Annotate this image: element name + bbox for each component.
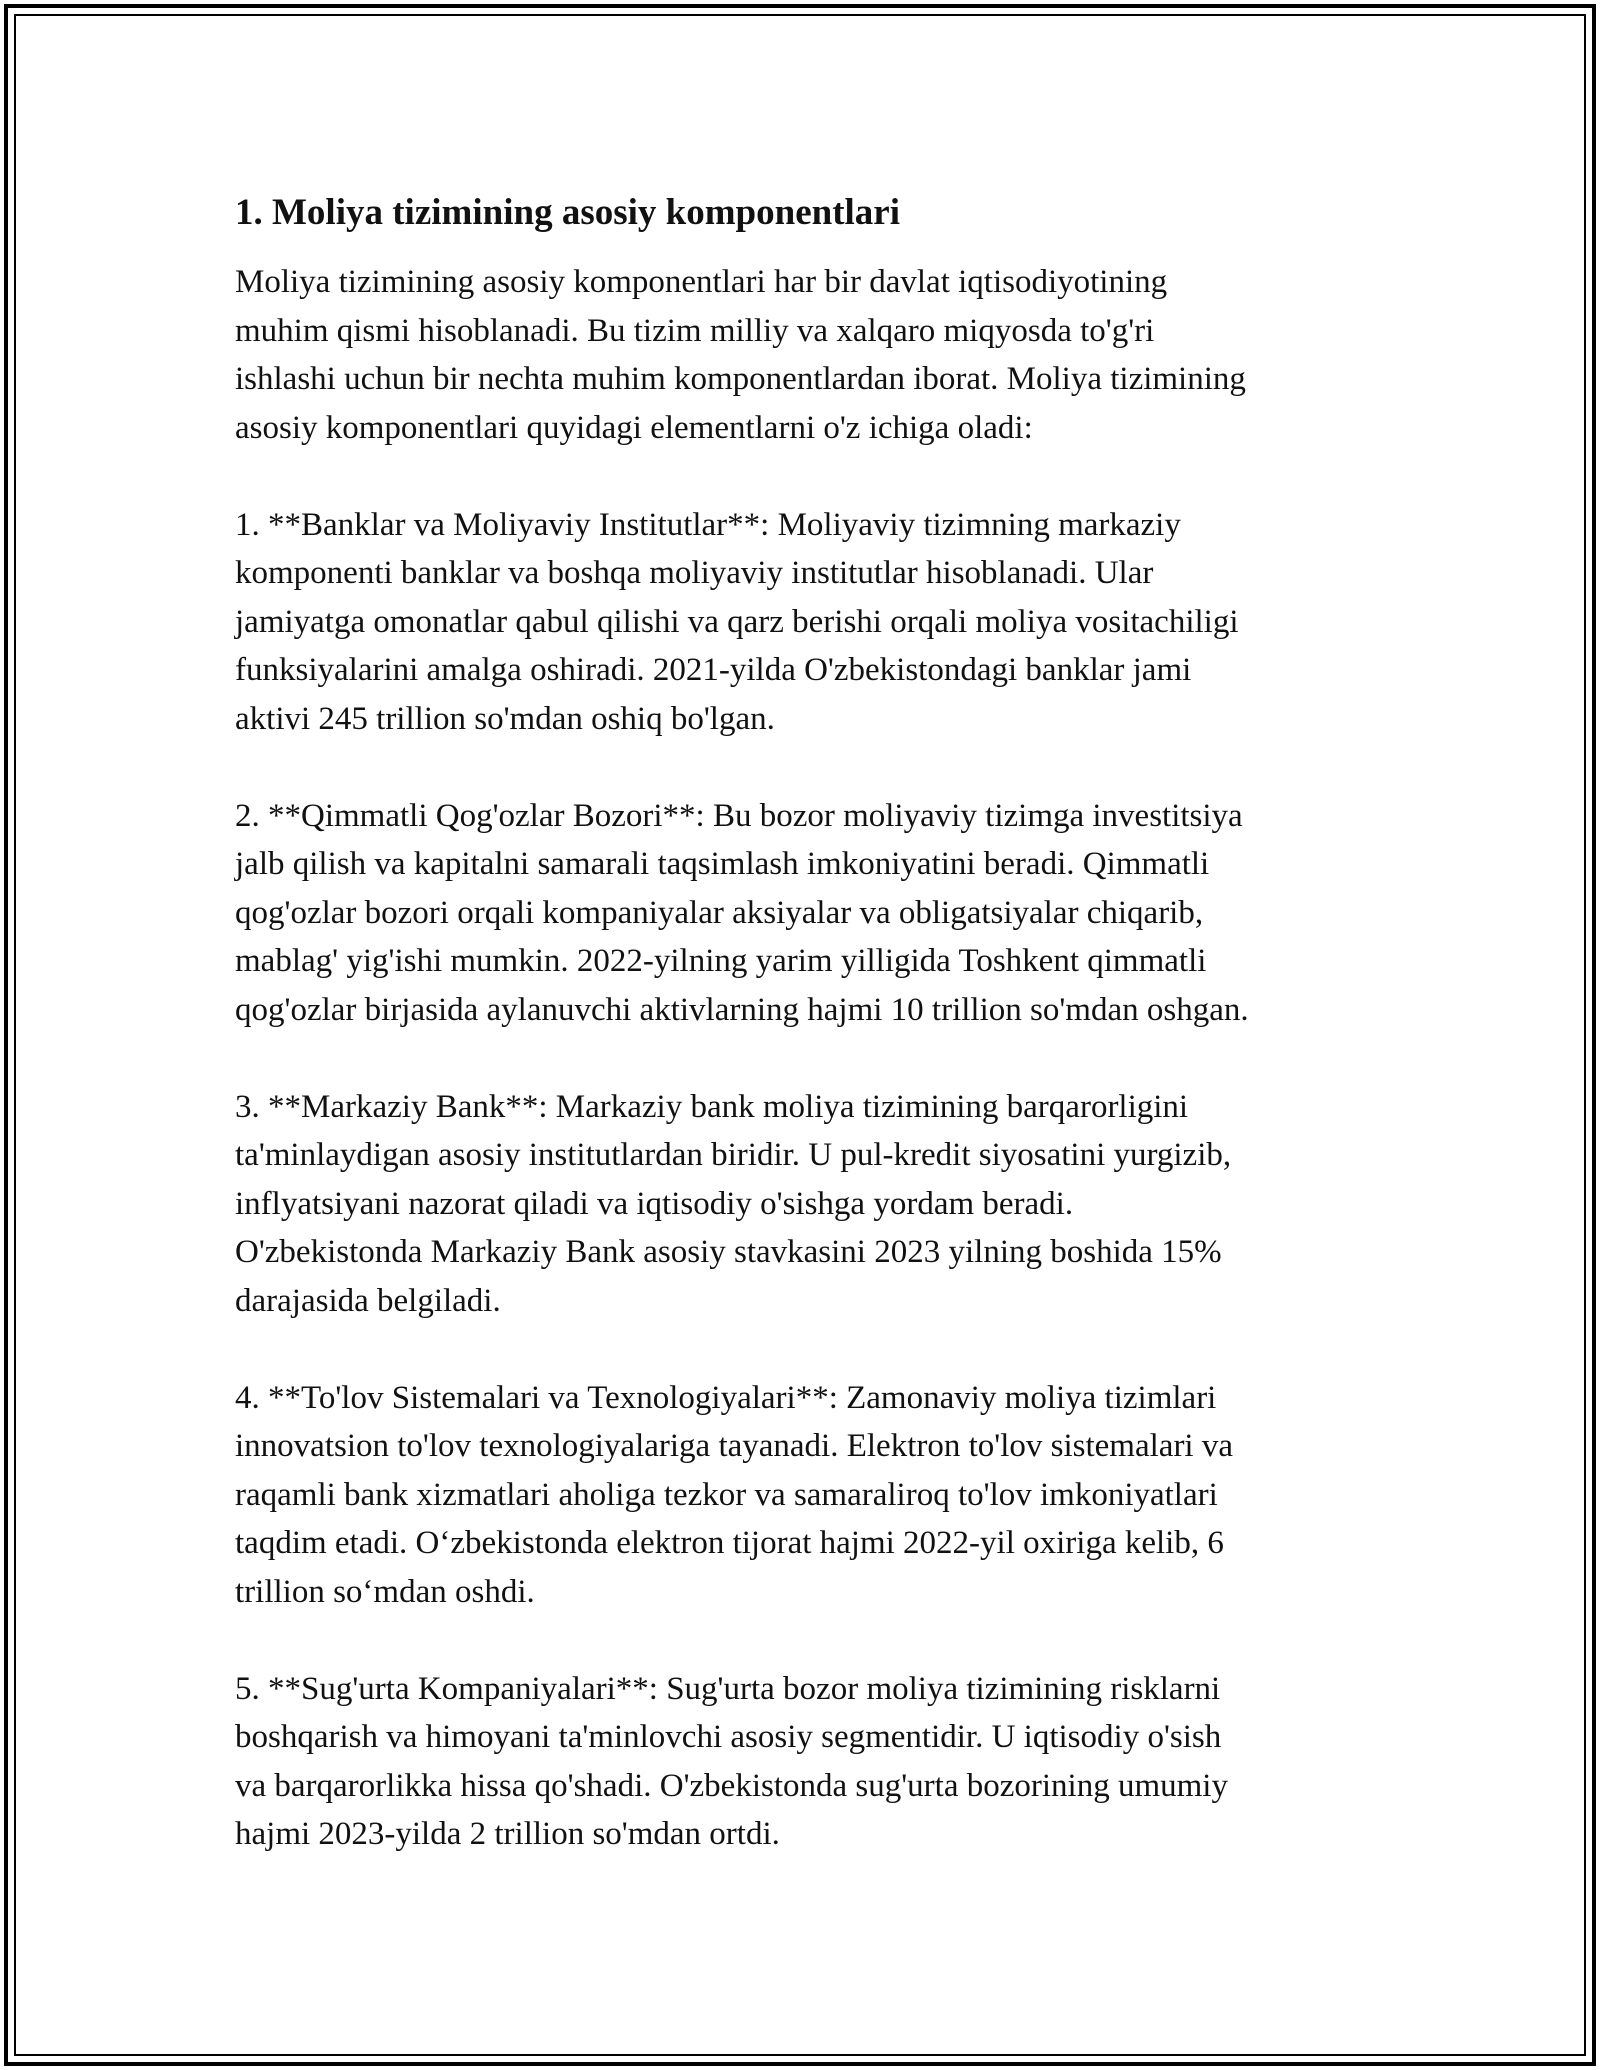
text-line: 1. **Banklar va Moliyaviy Institutlar**: Moliyaviy tizimning markaziy bbox=[235, 506, 1181, 543]
text-line: hajmi 2023-yilda 2 trillion so'mdan ortdi. bbox=[235, 1816, 780, 1852]
text-line: Moliya tizimining asosiy komponentlari har bir davlat iqtisodiyotining bbox=[235, 264, 1168, 300]
section-banks bbox=[235, 501, 1385, 744]
text-line: raqamli bank xizmatlari aholiga tezkor va samaraliroq to'lov imkoniyatlari bbox=[235, 1476, 1218, 1513]
text-line: 2. **Qimmatli Qog'ozlar Bozori**: Bu bozor moliyaviy tizimga investitsiya bbox=[235, 797, 1243, 834]
text-line: komponenti banklar va boshqa moliyaviy institutlar hisoblanadi. Ular bbox=[235, 555, 1154, 591]
text-line: boshqarish va himoyani ta'minlovchi asosiy segmentidir. U iqtisodiy o'sish bbox=[235, 1719, 1222, 1755]
document-body bbox=[235, 188, 1385, 1907]
text-line: qog'ozlar birjasida aylanuvchi aktivlarning hajmi 10 trillion so'mdan oshgan. bbox=[235, 991, 1249, 1028]
text-line: 5. **Sug'urta Kompaniyalari**: Sug'urta bozor moliya tizimining risklarni bbox=[235, 1670, 1221, 1707]
text-line: qog'ozlar bozori orqali kompaniyalar aksiyalar va obligatsiyalar chiqarib, bbox=[235, 894, 1204, 931]
text-line: trillion so‘mdan oshdi. bbox=[235, 1573, 535, 1610]
text-line: taqdim etadi. O‘zbekistonda elektron tijorat hajmi 2022-yil oxiriga kelib, 6 bbox=[235, 1525, 1224, 1561]
text-line: O'zbekistonda Markaziy Bank asosiy stavkasini 2023 yilning boshida 15% bbox=[235, 1234, 1222, 1270]
text-line: innovatsion to'lov texnologiyalariga tayanadi. Elektron to'lov sistemalari va bbox=[235, 1428, 1233, 1464]
section-securities-market bbox=[235, 792, 1385, 1035]
text-line: va barqarorlikka hissa qo'shadi. O'zbekistonda sug'urta bozorining umumiy bbox=[235, 1767, 1228, 1804]
text-line: asosiy komponentlari quyidagi elementlarni o'z ichiga oladi: bbox=[235, 409, 1033, 446]
text-line: ishlashi uchun bir nechta muhim komponentlardan iborat. Moliya tizimining bbox=[235, 361, 1246, 397]
text-line: funksiyalarini amalga oshiradi. 2021-yilda O'zbekistondagi banklar jami bbox=[235, 652, 1192, 688]
section-insurance bbox=[235, 1665, 1385, 1859]
text-line: inflyatsiyani nazorat qiladi va iqtisodiy o'sishga yordam beradi. bbox=[235, 1185, 1074, 1222]
intro-paragraph bbox=[235, 258, 1385, 452]
text-line: 3. **Markaziy Bank**: Markaziy bank moliya tizimining barqarorligini bbox=[235, 1088, 1189, 1125]
text-line: jalb qilish va kapitalni samarali taqsimlash imkoniyatini beradi. Qimmatli bbox=[235, 846, 1210, 882]
section-payment-systems bbox=[235, 1374, 1385, 1617]
section-central-bank bbox=[235, 1083, 1385, 1326]
text-line: aktivi 245 trillion so'mdan oshiq bo'lgan. bbox=[235, 700, 775, 737]
text-line: jamiyatga omonatlar qabul qilishi va qarz berishi orqali moliya vositachiligi bbox=[235, 603, 1239, 640]
text-line: ta'minlaydigan asosiy institutlardan biridir. U pul-kredit siyosatini yurgizib, bbox=[235, 1137, 1232, 1173]
text-line: mablag' yig'ishi mumkin. 2022-yilning yarim yilligida Toshkent qimmatli bbox=[235, 943, 1207, 979]
text-line: muhim qismi hisoblanadi. Bu tizim milliy va xalqaro miqyosda to'g'ri bbox=[235, 312, 1155, 349]
text-line: 4. **To'lov Sistemalari va Texnologiyalari**: Zamonaviy moliya tizimlari bbox=[235, 1379, 1217, 1416]
text-line: darajasida belgiladi. bbox=[235, 1282, 501, 1319]
page-title: 1. Moliya tizimining asosiy komponentlari bbox=[235, 192, 901, 233]
